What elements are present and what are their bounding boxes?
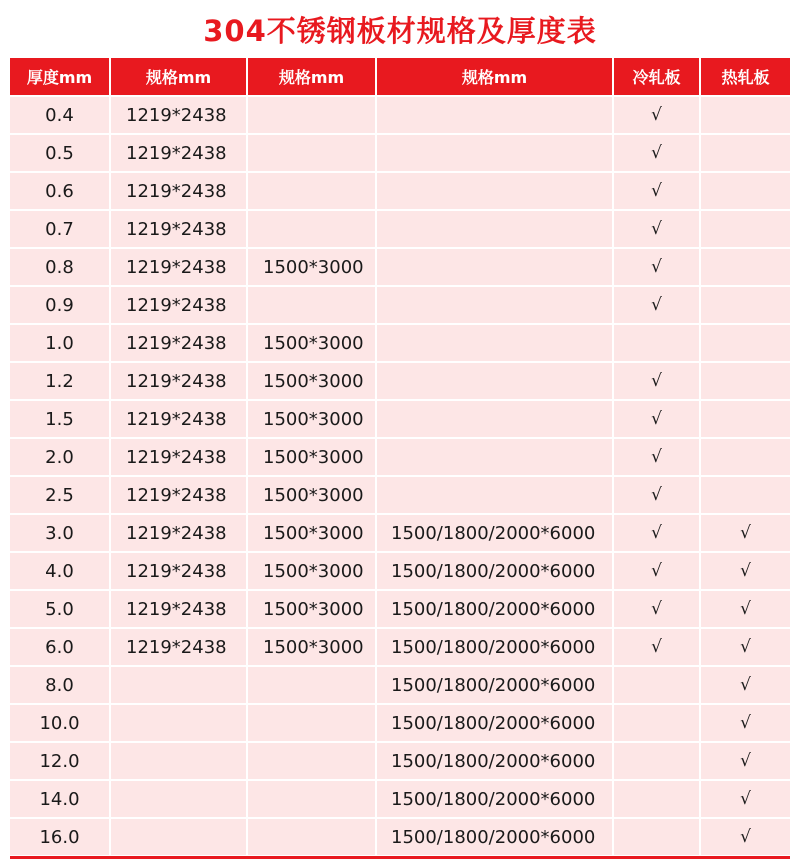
cell-spec-2: 1500*3000: [247, 362, 376, 400]
cell-thickness: 0.9: [10, 286, 110, 324]
cell-spec-2: [247, 134, 376, 172]
cell-spec-2: 1500*3000: [247, 476, 376, 514]
cell-hot-rolled: [700, 286, 790, 324]
cell-spec-3: [376, 210, 613, 248]
cell-hot-rolled: √: [700, 552, 790, 590]
cell-spec-3: [376, 438, 613, 476]
cell-spec-2: [247, 96, 376, 134]
cell-cold-rolled: √: [613, 134, 700, 172]
header-spec-2: 规格mm: [247, 58, 376, 96]
cell-thickness: 4.0: [10, 552, 110, 590]
cell-cold-rolled: √: [613, 628, 700, 666]
cell-spec-2: 1500*3000: [247, 400, 376, 438]
cell-thickness: 14.0: [10, 780, 110, 818]
cell-hot-rolled: [700, 362, 790, 400]
header-spec-1: 规格mm: [110, 58, 247, 96]
cell-thickness: 0.7: [10, 210, 110, 248]
cell-hot-rolled: √: [700, 818, 790, 856]
table-row: [10, 780, 790, 818]
cell-spec-3: [376, 362, 613, 400]
cell-thickness: 0.5: [10, 134, 110, 172]
cell-hot-rolled: √: [700, 742, 790, 780]
cell-hot-rolled: √: [700, 666, 790, 704]
cell-spec-3: [376, 324, 613, 362]
cell-spec-1: 1219*2438: [110, 324, 247, 362]
table-row: [10, 628, 790, 666]
table-row: [10, 742, 790, 780]
table-row: [10, 248, 790, 286]
cell-spec-3: [376, 476, 613, 514]
cell-hot-rolled: [700, 324, 790, 362]
cell-spec-2: [247, 742, 376, 780]
cell-spec-1: [110, 704, 247, 742]
cell-spec-1: 1219*2438: [110, 400, 247, 438]
cell-cold-rolled: √: [613, 552, 700, 590]
cell-spec-1: [110, 742, 247, 780]
cell-thickness: 2.5: [10, 476, 110, 514]
cell-thickness: 2.0: [10, 438, 110, 476]
cell-spec-2: 1500*3000: [247, 514, 376, 552]
cell-thickness: 5.0: [10, 590, 110, 628]
table-row: [10, 96, 790, 134]
cell-spec-3: 1500/1800/2000*6000: [376, 818, 613, 856]
cell-cold-rolled: [613, 704, 700, 742]
cell-cold-rolled: [613, 742, 700, 780]
table-row: [10, 590, 790, 628]
cell-cold-rolled: √: [613, 286, 700, 324]
table-row: [10, 666, 790, 704]
cell-spec-2: [247, 210, 376, 248]
cell-hot-rolled: √: [700, 628, 790, 666]
cell-spec-3: [376, 286, 613, 324]
cell-spec-2: 1500*3000: [247, 590, 376, 628]
cell-spec-3: [376, 172, 613, 210]
cell-hot-rolled: √: [700, 704, 790, 742]
cell-thickness: 0.6: [10, 172, 110, 210]
cell-spec-1: 1219*2438: [110, 628, 247, 666]
cell-spec-1: 1219*2438: [110, 552, 247, 590]
table-row: [10, 172, 790, 210]
cell-spec-1: 1219*2438: [110, 248, 247, 286]
table-row: [10, 476, 790, 514]
cell-spec-3: 1500/1800/2000*6000: [376, 628, 613, 666]
cell-spec-1: 1219*2438: [110, 96, 247, 134]
cell-thickness: 6.0: [10, 628, 110, 666]
cell-cold-rolled: [613, 780, 700, 818]
cell-spec-2: 1500*3000: [247, 438, 376, 476]
spec-table: [10, 58, 790, 857]
cell-hot-rolled: [700, 438, 790, 476]
cell-cold-rolled: √: [613, 438, 700, 476]
cell-thickness: 1.5: [10, 400, 110, 438]
cell-spec-2: [247, 172, 376, 210]
cell-cold-rolled: √: [613, 400, 700, 438]
cell-spec-3: 1500/1800/2000*6000: [376, 780, 613, 818]
table-row: [10, 438, 790, 476]
header-thickness: 厚度mm: [10, 58, 110, 96]
cell-spec-1: [110, 818, 247, 856]
cell-spec-3: 1500/1800/2000*6000: [376, 742, 613, 780]
table-row: [10, 552, 790, 590]
cell-spec-2: [247, 286, 376, 324]
cell-hot-rolled: [700, 476, 790, 514]
cell-cold-rolled: √: [613, 362, 700, 400]
cell-spec-1: 1219*2438: [110, 286, 247, 324]
cell-thickness: 0.4: [10, 96, 110, 134]
header-hot-rolled: 热轧板: [700, 58, 790, 96]
cell-spec-1: 1219*2438: [110, 362, 247, 400]
table-row: [10, 514, 790, 552]
cell-spec-2: 1500*3000: [247, 248, 376, 286]
table-row: [10, 134, 790, 172]
cell-spec-3: 1500/1800/2000*6000: [376, 552, 613, 590]
cell-thickness: 1.0: [10, 324, 110, 362]
cell-spec-3: 1500/1800/2000*6000: [376, 590, 613, 628]
header-spec-3: 规格mm: [376, 58, 613, 96]
bottom-rule: [10, 856, 790, 859]
cell-thickness: 3.0: [10, 514, 110, 552]
cell-hot-rolled: [700, 96, 790, 134]
cell-hot-rolled: [700, 210, 790, 248]
cell-spec-1: 1219*2438: [110, 172, 247, 210]
cell-spec-3: 1500/1800/2000*6000: [376, 666, 613, 704]
cell-spec-3: [376, 134, 613, 172]
cell-cold-rolled: [613, 666, 700, 704]
cell-spec-3: 1500/1800/2000*6000: [376, 704, 613, 742]
cell-hot-rolled: [700, 400, 790, 438]
cell-spec-2: [247, 818, 376, 856]
table-row: [10, 286, 790, 324]
table-row: [10, 362, 790, 400]
cell-spec-3: 1500/1800/2000*6000: [376, 514, 613, 552]
cell-spec-1: 1219*2438: [110, 134, 247, 172]
cell-thickness: 0.8: [10, 248, 110, 286]
table-row: [10, 818, 790, 856]
cell-spec-1: 1219*2438: [110, 476, 247, 514]
cell-thickness: 1.2: [10, 362, 110, 400]
cell-spec-2: 1500*3000: [247, 324, 376, 362]
cell-cold-rolled: √: [613, 210, 700, 248]
cell-thickness: 16.0: [10, 818, 110, 856]
cell-spec-3: [376, 400, 613, 438]
cell-spec-1: [110, 780, 247, 818]
cell-cold-rolled: √: [613, 514, 700, 552]
cell-thickness: 8.0: [10, 666, 110, 704]
cell-cold-rolled: √: [613, 172, 700, 210]
cell-cold-rolled: [613, 324, 700, 362]
cell-cold-rolled: √: [613, 590, 700, 628]
header-cold-rolled: 冷轧板: [613, 58, 700, 96]
cell-cold-rolled: √: [613, 96, 700, 134]
cell-spec-2: 1500*3000: [247, 628, 376, 666]
cell-spec-2: [247, 666, 376, 704]
cell-spec-2: [247, 704, 376, 742]
cell-cold-rolled: √: [613, 248, 700, 286]
cell-spec-1: [110, 666, 247, 704]
cell-hot-rolled: √: [700, 514, 790, 552]
cell-spec-2: 1500*3000: [247, 552, 376, 590]
cell-hot-rolled: √: [700, 780, 790, 818]
cell-spec-2: [247, 780, 376, 818]
cell-spec-1: 1219*2438: [110, 590, 247, 628]
table-row: [10, 400, 790, 438]
cell-hot-rolled: √: [700, 590, 790, 628]
cell-spec-1: 1219*2438: [110, 514, 247, 552]
table-row: [10, 210, 790, 248]
cell-cold-rolled: [613, 818, 700, 856]
table-row: [10, 704, 790, 742]
cell-spec-1: 1219*2438: [110, 438, 247, 476]
cell-spec-3: [376, 96, 613, 134]
cell-thickness: 12.0: [10, 742, 110, 780]
cell-thickness: 10.0: [10, 704, 110, 742]
cell-spec-1: 1219*2438: [110, 210, 247, 248]
table-row: [10, 324, 790, 362]
page-title: 304不锈钢板材规格及厚度表: [203, 14, 597, 48]
cell-spec-3: [376, 248, 613, 286]
cell-hot-rolled: [700, 248, 790, 286]
header-row: [10, 58, 790, 96]
cell-hot-rolled: [700, 134, 790, 172]
cell-hot-rolled: [700, 172, 790, 210]
cell-cold-rolled: √: [613, 476, 700, 514]
